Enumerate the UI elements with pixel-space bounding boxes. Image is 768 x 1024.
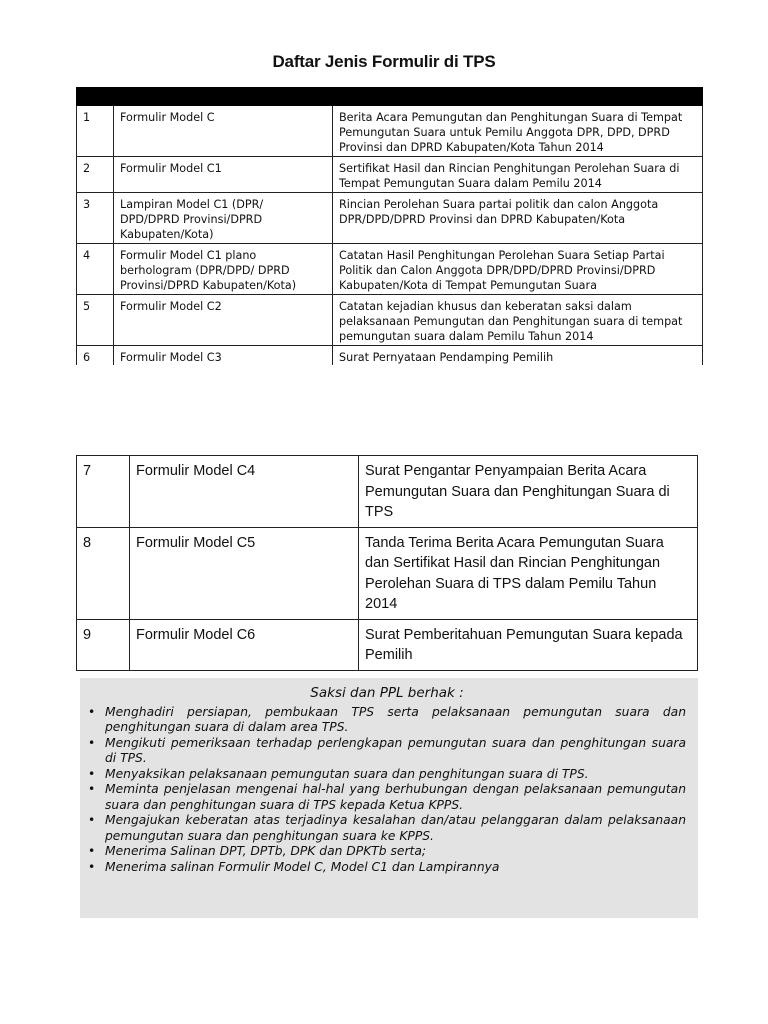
rights-list [88,705,686,876]
list-item [88,767,686,783]
table-row [77,346,703,366]
form-name: Formulir Model C3 [114,346,333,366]
bullet-icon: • [88,766,96,781]
table-row [77,157,703,193]
bullet-icon: • [88,782,96,796]
list-item [88,705,686,736]
form-name: Formulir Model C2 [114,295,333,346]
table-header-bar [77,88,703,106]
bullet-icon: • [88,735,96,750]
list-item-text: Menerima Salinan DPT, DPTb, DPK dan DPKTb serta; [105,844,427,858]
list-item-text: Menyaksikan pelaksanaan pemungutan suara dan penghitungan suara di TPS. [105,766,589,781]
bullet-icon: • [88,844,96,858]
list-item [88,813,686,844]
form-name: Formulir Model C4 [130,456,359,528]
list-item [88,782,686,813]
form-table-bottom [76,455,698,671]
list-item [88,844,686,860]
form-name: Formulir Model C6 [130,619,359,670]
row-number: 7 [77,456,130,528]
form-description: Surat Pernyataan Pendamping Pemilih [333,346,703,366]
table-row [77,527,698,619]
row-number: 2 [77,157,114,193]
form-name: Formulir Model C1 plano berhologram (DPR/DPD/ DPRD Provinsi/DPRD Kabupaten/Kota) [114,244,333,295]
form-description: Rincian Perolehan Suara partai politik dan calon Anggota DPR/DPD/DPRD Provinsi dan DPRD Kabupaten/Kota [333,193,703,244]
table-row [77,295,703,346]
rights-heading: Saksi dan PPL berhak : [310,685,464,701]
form-description: Berita Acara Pemungutan dan Penghitungan Suara di Tempat Pemungutan Suara untuk Pemilu Anggota DPR, DPD, DPRD Provinsi dan DPRD Kabupaten/Kota Tahun 2014 [333,106,703,157]
list-item-text: Meminta penjelasan mengenai hal-hal yang berhubungan dengan pelaksanaan pemungutan suara dan penghitungan suara di TPS kepada Ketua KPPS. [105,782,686,812]
form-name: Lampiran Model C1 (DPR/ DPD/DPRD Provinsi/DPRD Kabupaten/Kota) [114,193,333,244]
form-table-top [76,87,703,365]
row-number: 3 [77,193,114,244]
list-item [88,860,686,876]
form-name: Formulir Model C1 [114,157,333,193]
form-description: Catatan Hasil Penghitungan Perolehan Suara Setiap Partai Politik dan Calon Anggota DPR/DPD/DPRD Provinsi/DPRD Kabupaten/Kota di Tempat Pemungutan Suara [333,244,703,295]
form-description: Surat Pengantar Penyampaian Berita Acara Pemungutan Suara dan Penghitungan Suara di TPS [359,456,698,528]
list-item-text: Mengikuti pemeriksaan terhadap perlengkapan pemungutan suara dan penghitungan suara di TPS. [105,735,686,765]
table-row [77,244,703,295]
rights-box [80,678,698,918]
row-number: 1 [77,106,114,157]
form-description: Catatan kejadian khusus dan keberatan saksi dalam pelaksanaan Pemungutan dan Penghitungan suara di tempat pemungutan suara dalam Pemilu Tahun 2014 [333,295,703,346]
table-row [77,619,698,670]
row-number: 6 [77,346,114,366]
bullet-icon: • [88,859,96,874]
table-row [77,456,698,528]
row-number: 9 [77,619,130,670]
form-description: Tanda Terima Berita Acara Pemungutan Suara dan Sertifikat Hasil dan Rincian Penghitungan Perolehan Suara di TPS dalam Pemilu Tahun 2014 [359,527,698,619]
list-item-text: Menghadiri persiapan, pembukaan TPS serta pelaksanaan pemungutan suara dan penghitungan suara di dalam area TPS. [105,704,686,734]
form-description: Surat Pemberitahuan Pemungutan Suara kepada Pemilih [359,619,698,670]
list-item [88,736,686,767]
form-description: Sertifikat Hasil dan Rincian Penghitungan Perolehan Suara di Tempat Pemungutan Suara dalam Pemilu 2014 [333,157,703,193]
table-row [77,106,703,157]
page-title: Daftar Jenis Formulir di TPS [272,52,496,71]
bullet-icon: • [88,704,96,719]
row-number: 5 [77,295,114,346]
list-item-text: Menerima salinan Formulir Model C, Model C1 dan Lampirannya [105,859,500,874]
row-number: 8 [77,527,130,619]
form-name: Formulir Model C5 [130,527,359,619]
form-name: Formulir Model C [114,106,333,157]
bullet-icon: • [88,813,96,827]
list-item-text: Mengajukan keberatan atas terjadinya kesalahan dan/atau pelanggaran dalam pelaksanaan pemungutan suara dan penghitungan suara ke KPPS. [105,813,686,843]
row-number: 4 [77,244,114,295]
table-row [77,193,703,244]
